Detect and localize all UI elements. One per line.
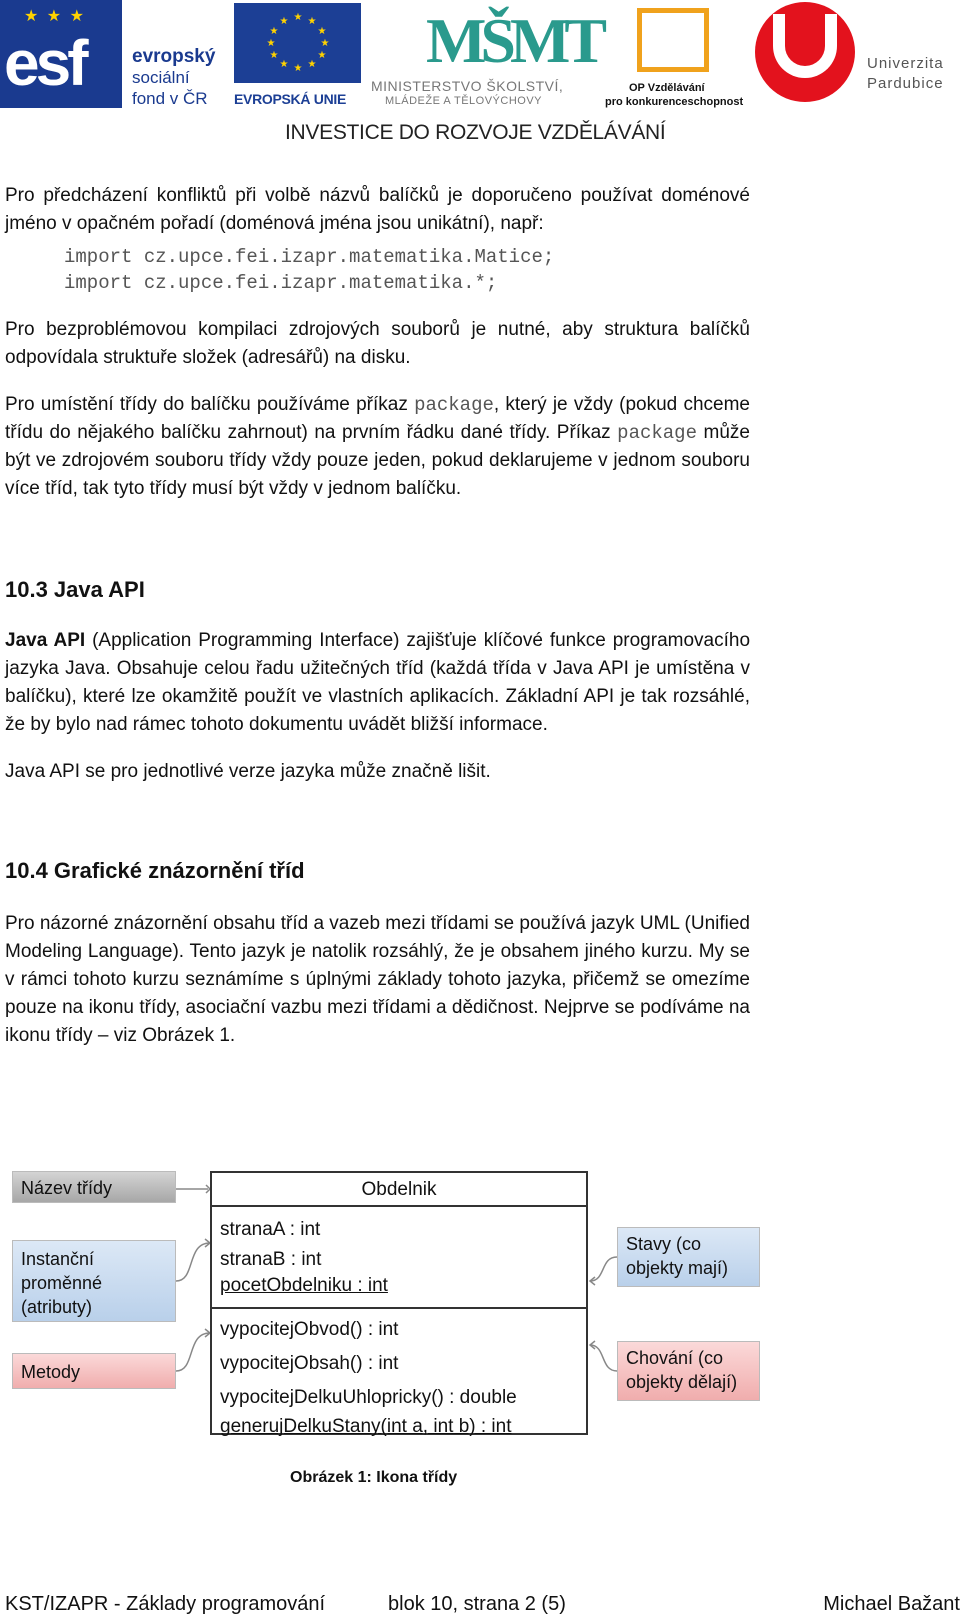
document-body	[5, 182, 750, 1050]
svg-text:★: ★	[269, 26, 279, 37]
esf-line1: evropský	[132, 46, 216, 67]
msmt-logo	[371, 0, 602, 108]
msmt-line1: MINISTERSTVO ŠKOLSTVÍ,	[371, 78, 564, 94]
uml-class-box	[210, 1171, 588, 1435]
op-square-icon	[637, 8, 709, 72]
svg-text:★: ★	[266, 38, 276, 49]
esf-stars-icon: ★ ★ ★	[24, 8, 86, 25]
label-behaviour: Chování (co objekty dělají)	[617, 1341, 760, 1401]
tagline: INVESTICE DO ROZVOJE VZDĚLÁVÁNÍ	[285, 121, 666, 144]
upa-line1: Univerzita	[867, 55, 944, 72]
footer-course: KST/IZAPR - Základy programování	[5, 1593, 326, 1615]
esf-logo	[0, 0, 222, 108]
connector-meth	[176, 1333, 210, 1371]
footer-page-number: blok 10, strana 2 (5)	[388, 1593, 566, 1615]
svg-text:★: ★	[293, 12, 303, 23]
upa-circle-icon	[755, 2, 855, 102]
uml-class-figure	[0, 1165, 960, 1437]
uml-attribute: stranaB : int	[220, 1249, 322, 1270]
svg-text:★: ★	[269, 50, 279, 61]
connector-attr	[176, 1243, 210, 1281]
esf-line3: fond v ČR	[132, 89, 208, 108]
paragraph-java-api	[5, 627, 750, 739]
msmt-line2: MLÁDEŽE A TĚLOVÝCHOVY	[385, 95, 543, 107]
paragraph-compilation: Pro bezproblémovou kompilaci zdrojových souborů je nutné, aby struktura balíčků odpovídala struktuře složek (adresářů) na disku.	[5, 319, 750, 368]
p3-code-package-1: package	[414, 394, 494, 416]
uml-class-name: Obdelnik	[212, 1173, 586, 1207]
svg-text:★: ★	[317, 50, 327, 61]
code-line-2: import cz.upce.fei.izapr.matematika.*;	[64, 272, 498, 294]
eu-flag-icon	[234, 3, 361, 83]
eu-stars-ring-icon	[266, 11, 330, 74]
label-instance-variables: Instanční proměnné (atributy)	[12, 1240, 176, 1322]
uml-method: vypocitejObvod() : int	[220, 1319, 399, 1340]
figure-caption: Obrázek 1: Ikona třídy	[290, 1469, 458, 1486]
uml-attribute-static: pocetObdelniku : int	[220, 1275, 388, 1296]
page-footer	[5, 1590, 960, 1618]
paragraph-naming: Pro předcházení konfliktů při volbě názvů balíčků je doporučeno používat doménové jméno v opačném pořadí (doménová jména jsou unikátní), např:	[5, 185, 750, 234]
op-line1: OP Vzdělávání	[629, 82, 705, 94]
uml-attribute: stranaA : int	[220, 1219, 321, 1240]
paragraph-package	[5, 391, 750, 503]
label-class-name: Název třídy	[12, 1171, 176, 1203]
heading-10-3: 10.3 Java API	[5, 577, 145, 602]
svg-text:★: ★	[293, 63, 303, 74]
uml-methods	[212, 1309, 586, 1439]
heading-10-4: 10.4 Grafické znázornění tříd	[5, 858, 305, 883]
p3-text-a: Pro umístění třídy do balíčku používáme příkaz	[5, 394, 415, 415]
p3-text-b: , který je vždy (pokud chceme třídu do nějakého balíčku zahrnout) na prvním řádku dané třídy. Příkaz	[5, 394, 750, 443]
svg-text:★: ★	[279, 59, 289, 70]
uml-method-static: generujDelkuStany(int a, int b) : int	[220, 1416, 512, 1437]
code-line-1: import cz.upce.fei.izapr.matematika.Matice;	[64, 246, 555, 268]
svg-text:★: ★	[279, 16, 289, 27]
esf-logo-text	[132, 46, 215, 109]
svg-text:★: ★	[317, 26, 327, 37]
p3-text-c: může být ve zdrojovém souboru třídy vždy pouze jeden, pokud deklarujeme v jednom souboru více tříd, tak tyto třídy musí být vždy v jednom balíčku.	[5, 422, 750, 499]
uml-method: vypocitejDelkuUhlopricky() : double	[220, 1387, 517, 1408]
eu-logo	[234, 3, 361, 107]
logo-header	[0, 0, 960, 150]
p4-bold: Java API	[5, 630, 86, 651]
svg-text:★: ★	[320, 38, 330, 49]
upa-name	[867, 54, 944, 94]
paragraph-uml: Pro názorné znázornění obsahu tříd a vazeb mezi třídami se používá jazyk UML (Unified Modeling Language). Tento jazyk je natolik rozsáhlý, že je obsahem jiného kurzu. My se v rámci tohoto kurzu seznámíme s úplnými základy tohoto jazyka, přičemž se omezíme pouze na ikonu třídy, asociační vazbu mezi třídami a dědičnost. Nejprve se podíváme na ikonu třídy – viz Obrázek 1.	[5, 913, 750, 1046]
esf-logo-mark: esf	[4, 27, 85, 99]
paragraph-api-versions: Java API se pro jednotlivé verze jazyka může značně lišit.	[5, 761, 491, 782]
p4-rest: (Application Programming Interface) zajišťuje klíčové funkce programovacího jazyka Java. Obsahuje celou řadu užitečných tříd (každá třída v Java API je umístěna v balíčku), které lze okamžitě použít ve vlastních aplikacích. Základní API je tak rozsáhlé, že by bylo nad rámec tohoto dokumentu uvádět bližší informace.	[5, 630, 751, 735]
p3-code-package-2: package	[617, 422, 697, 444]
op-logo	[603, 2, 743, 110]
svg-text:★: ★	[307, 16, 317, 27]
esf-line2: sociální	[132, 68, 190, 87]
upa-logo	[755, 0, 960, 108]
svg-text:★: ★	[307, 59, 317, 70]
uml-attributes	[212, 1207, 586, 1309]
upa-line2: Pardubice	[867, 75, 944, 92]
op-line2: pro konkurenceschopnost	[605, 96, 744, 108]
footer-author: Michael Bažant	[823, 1593, 960, 1615]
eu-caption: EVROPSKÁ UNIE	[234, 91, 347, 107]
label-methods: Metody	[12, 1353, 176, 1389]
msmt-mark: MŠMT	[426, 5, 602, 76]
label-states: Stavy (co objekty mají)	[617, 1227, 760, 1287]
uml-method: vypocitejObsah() : int	[220, 1353, 399, 1374]
